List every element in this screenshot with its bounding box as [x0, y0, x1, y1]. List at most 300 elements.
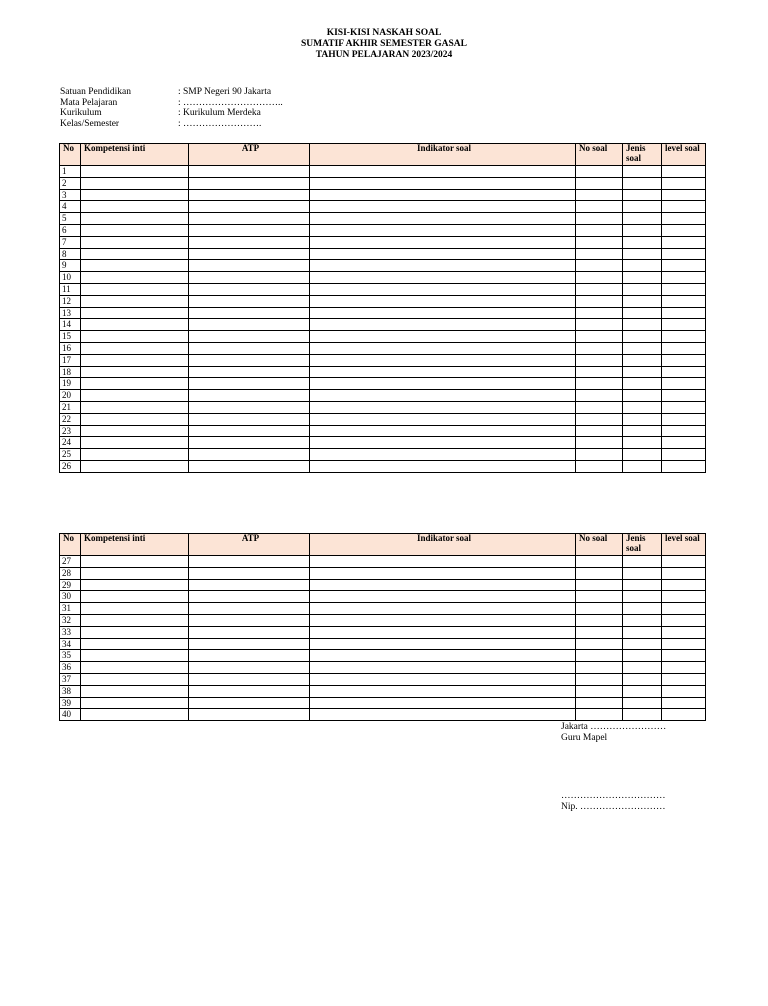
table-cell — [189, 166, 310, 178]
table-cell — [576, 449, 623, 461]
table-cell — [310, 626, 576, 638]
table-cell — [662, 378, 706, 390]
table-cell — [576, 390, 623, 402]
table-cell — [662, 449, 706, 461]
table-cell — [623, 685, 662, 697]
meta-row-school — [60, 87, 283, 98]
row-number: 35 — [60, 650, 81, 662]
row-number: 28 — [60, 567, 81, 579]
table-cell — [189, 662, 310, 674]
table-cell — [81, 425, 189, 437]
table-cell — [662, 201, 706, 213]
table-cell — [576, 697, 623, 709]
table-cell — [576, 319, 623, 331]
table-row — [60, 650, 706, 662]
table-cell — [310, 295, 576, 307]
row-number: 2 — [60, 177, 81, 189]
table-cell — [623, 401, 662, 413]
table-cell — [310, 662, 576, 674]
table-cell — [81, 354, 189, 366]
row-number: 27 — [60, 556, 81, 568]
table-cell — [310, 260, 576, 272]
meta-value: : Kurikulum Merdeka — [178, 108, 261, 118]
table-cell — [576, 603, 623, 615]
table-cell — [189, 213, 310, 225]
table-cell — [310, 248, 576, 260]
table-cell — [189, 603, 310, 615]
table-row — [60, 603, 706, 615]
table-cell — [576, 177, 623, 189]
table-row — [60, 626, 706, 638]
table-cell — [81, 213, 189, 225]
table-cell — [576, 460, 623, 472]
table-cell — [576, 201, 623, 213]
table-cell — [662, 567, 706, 579]
table-cell — [81, 401, 189, 413]
row-number: 38 — [60, 685, 81, 697]
row-number: 5 — [60, 213, 81, 225]
table-cell — [662, 662, 706, 674]
table-row — [60, 378, 706, 390]
table-cell — [81, 662, 189, 674]
table-cell — [576, 366, 623, 378]
table-cell — [189, 390, 310, 402]
table-cell — [662, 401, 706, 413]
row-number: 24 — [60, 437, 81, 449]
table-cell — [576, 437, 623, 449]
table-cell — [576, 224, 623, 236]
table-cell — [81, 177, 189, 189]
table-cell — [81, 166, 189, 178]
table-cell — [310, 603, 576, 615]
table-cell — [81, 342, 189, 354]
table-cell — [623, 295, 662, 307]
row-number: 36 — [60, 662, 81, 674]
table-cell — [623, 614, 662, 626]
row-number: 8 — [60, 248, 81, 260]
signature-place: Jakarta …………………… — [561, 722, 667, 732]
meta-value: : SMP Negeri 90 Jakarta — [178, 87, 272, 97]
row-number: 13 — [60, 307, 81, 319]
table-row — [60, 295, 706, 307]
table-cell — [623, 354, 662, 366]
table-cell — [81, 437, 189, 449]
table-row — [60, 390, 706, 402]
table-row — [60, 685, 706, 697]
table-cell — [81, 295, 189, 307]
row-number: 9 — [60, 260, 81, 272]
table-cell — [662, 685, 706, 697]
table-cell — [662, 425, 706, 437]
table-row — [60, 177, 706, 189]
table-cell — [576, 626, 623, 638]
table-cell — [81, 638, 189, 650]
table-row — [60, 591, 706, 603]
table-cell — [310, 366, 576, 378]
table-cell — [189, 673, 310, 685]
meta-row-subject — [60, 98, 283, 109]
table-cell — [623, 579, 662, 591]
table-cell — [189, 272, 310, 284]
table-cell — [310, 331, 576, 343]
table-row — [60, 319, 706, 331]
kisi-kisi-table-1 — [59, 143, 706, 473]
table-cell — [189, 248, 310, 260]
table-row — [60, 248, 706, 260]
table-cell — [81, 650, 189, 662]
title-line-2: SUMATIF AKHIR SEMESTER GASAL — [300, 39, 468, 49]
table-cell — [662, 295, 706, 307]
row-number: 3 — [60, 189, 81, 201]
table-cell — [189, 283, 310, 295]
table-cell — [576, 307, 623, 319]
table-cell — [189, 556, 310, 568]
table-cell — [310, 579, 576, 591]
table-row — [60, 556, 706, 568]
table-cell — [310, 283, 576, 295]
table-cell — [189, 260, 310, 272]
row-number: 18 — [60, 366, 81, 378]
header-no-soal: No soal — [576, 534, 623, 556]
signature-role: Guru Mapel — [561, 732, 608, 743]
row-number: 12 — [60, 295, 81, 307]
table-cell — [662, 342, 706, 354]
table-cell — [623, 556, 662, 568]
table-body — [60, 556, 706, 721]
table-cell — [662, 638, 706, 650]
table-cell — [662, 614, 706, 626]
row-number: 10 — [60, 272, 81, 284]
table-cell — [310, 650, 576, 662]
title-line-1: KISI-KISI NASKAH SOAL — [326, 28, 442, 38]
row-number: 40 — [60, 709, 81, 721]
row-number: 19 — [60, 378, 81, 390]
table-cell — [81, 413, 189, 425]
table-cell — [623, 319, 662, 331]
table-cell — [576, 673, 623, 685]
row-number: 39 — [60, 697, 81, 709]
table-cell — [623, 437, 662, 449]
table-row — [60, 201, 706, 213]
table-cell — [310, 342, 576, 354]
table-cell — [189, 567, 310, 579]
table-cell — [576, 189, 623, 201]
table-cell — [81, 272, 189, 284]
table-cell — [576, 260, 623, 272]
table-cell — [623, 331, 662, 343]
table-cell — [623, 591, 662, 603]
table-cell — [310, 401, 576, 413]
table-cell — [189, 697, 310, 709]
table-cell — [623, 260, 662, 272]
table-cell — [81, 685, 189, 697]
table-row — [60, 709, 706, 721]
header-jenis-soal: Jenis soal — [623, 534, 662, 556]
table-row — [60, 260, 706, 272]
table-cell — [576, 662, 623, 674]
signature-nip: Nip. ……………………… — [561, 801, 666, 812]
table-row — [60, 437, 706, 449]
table-cell — [81, 603, 189, 615]
table-cell — [662, 603, 706, 615]
table-cell — [662, 591, 706, 603]
table-cell — [623, 272, 662, 284]
table-cell — [576, 425, 623, 437]
table-cell — [576, 283, 623, 295]
table-cell — [189, 342, 310, 354]
table-cell — [662, 673, 706, 685]
table-cell — [189, 626, 310, 638]
header-no-soal: No soal — [576, 144, 623, 166]
table-row — [60, 662, 706, 674]
table-cell — [189, 579, 310, 591]
table-cell — [310, 177, 576, 189]
table-cell — [576, 331, 623, 343]
table-cell — [189, 331, 310, 343]
table-cell — [662, 390, 706, 402]
table-cell — [189, 449, 310, 461]
table-cell — [623, 342, 662, 354]
table-cell — [189, 307, 310, 319]
table-cell — [623, 283, 662, 295]
table-cell — [623, 425, 662, 437]
table-cell — [576, 556, 623, 568]
row-number: 11 — [60, 283, 81, 295]
table-cell — [189, 177, 310, 189]
table-cell — [576, 638, 623, 650]
table-cell — [576, 567, 623, 579]
table-cell — [310, 685, 576, 697]
table-cell — [576, 248, 623, 260]
table-row — [60, 673, 706, 685]
signature-name-line: …………………………… — [561, 791, 666, 801]
row-number: 37 — [60, 673, 81, 685]
row-number: 14 — [60, 319, 81, 331]
table-cell — [81, 189, 189, 201]
table-cell — [662, 283, 706, 295]
row-number: 31 — [60, 603, 81, 615]
table-row — [60, 236, 706, 248]
table-cell — [189, 295, 310, 307]
table-cell — [623, 603, 662, 615]
table-cell — [189, 591, 310, 603]
table-row — [60, 638, 706, 650]
table-cell — [623, 709, 662, 721]
table-row — [60, 272, 706, 284]
table-cell — [81, 591, 189, 603]
table-cell — [576, 342, 623, 354]
row-number: 32 — [60, 614, 81, 626]
table-body — [60, 166, 706, 473]
table-cell — [662, 307, 706, 319]
table-cell — [81, 449, 189, 461]
table-cell — [189, 224, 310, 236]
table-cell — [310, 697, 576, 709]
table-cell — [576, 401, 623, 413]
meta-value: : ……………………. — [178, 118, 262, 129]
header-level-soal: level soal — [662, 144, 706, 166]
table-cell — [576, 354, 623, 366]
table-cell — [310, 201, 576, 213]
header-atp: ATP — [189, 144, 310, 166]
table-cell — [81, 331, 189, 343]
table-cell — [623, 307, 662, 319]
table-cell — [662, 697, 706, 709]
table-cell — [81, 709, 189, 721]
table-cell — [662, 260, 706, 272]
table-cell — [310, 319, 576, 331]
table-cell — [81, 319, 189, 331]
table-cell — [662, 319, 706, 331]
table-cell — [623, 697, 662, 709]
table-cell — [81, 579, 189, 591]
table-cell — [189, 425, 310, 437]
table-cell — [623, 449, 662, 461]
table-cell — [623, 248, 662, 260]
header-atp: ATP — [189, 534, 310, 556]
signature-block — [561, 722, 666, 812]
table-cell — [662, 166, 706, 178]
table-cell — [310, 638, 576, 650]
meta-row-curriculum — [60, 108, 283, 119]
table-cell — [662, 709, 706, 721]
table-cell — [623, 460, 662, 472]
table-cell — [662, 236, 706, 248]
table-cell — [310, 437, 576, 449]
table-cell — [623, 650, 662, 662]
table-cell — [576, 709, 623, 721]
table-row — [60, 307, 706, 319]
table-cell — [623, 390, 662, 402]
table-cell — [81, 697, 189, 709]
table-cell — [81, 201, 189, 213]
table-cell — [310, 390, 576, 402]
table-cell — [81, 378, 189, 390]
table-cell — [623, 224, 662, 236]
table-cell — [576, 579, 623, 591]
table-cell — [662, 413, 706, 425]
table-cell — [189, 201, 310, 213]
header-no: No — [60, 534, 81, 556]
table-row — [60, 283, 706, 295]
row-number: 33 — [60, 626, 81, 638]
table-cell — [623, 166, 662, 178]
table-cell — [81, 236, 189, 248]
table-row — [60, 460, 706, 472]
table-row — [60, 342, 706, 354]
table-cell — [310, 709, 576, 721]
table-cell — [576, 213, 623, 225]
table-cell — [81, 567, 189, 579]
table-row — [60, 697, 706, 709]
table-row — [60, 189, 706, 201]
row-number: 21 — [60, 401, 81, 413]
table-cell — [189, 401, 310, 413]
table-cell — [189, 614, 310, 626]
identity-block — [60, 87, 283, 129]
table-cell — [310, 449, 576, 461]
table-cell — [81, 390, 189, 402]
table-cell — [310, 307, 576, 319]
table-cell — [623, 626, 662, 638]
table-row — [60, 425, 706, 437]
table-row — [60, 354, 706, 366]
table-cell — [662, 213, 706, 225]
table-cell — [576, 236, 623, 248]
table-cell — [623, 177, 662, 189]
header-indikator: Indikator soal — [310, 144, 576, 166]
table-cell — [81, 556, 189, 568]
table-cell — [662, 224, 706, 236]
table-row — [60, 166, 706, 178]
table-cell — [662, 650, 706, 662]
table-cell — [189, 460, 310, 472]
table-cell — [310, 673, 576, 685]
table-cell — [310, 166, 576, 178]
table-cell — [310, 614, 576, 626]
table-cell — [662, 626, 706, 638]
table-cell — [576, 272, 623, 284]
table-cell — [81, 673, 189, 685]
table-row — [60, 579, 706, 591]
table-cell — [576, 413, 623, 425]
table-cell — [189, 319, 310, 331]
table-cell — [310, 272, 576, 284]
row-number: 17 — [60, 354, 81, 366]
table-row — [60, 449, 706, 461]
table-cell — [662, 354, 706, 366]
meta-label: Kurikulum — [60, 108, 102, 118]
header-level-soal: level soal — [662, 534, 706, 556]
table-cell — [189, 378, 310, 390]
table-cell — [623, 662, 662, 674]
table-cell — [310, 378, 576, 390]
table-cell — [81, 248, 189, 260]
table-cell — [189, 650, 310, 662]
table-cell — [81, 224, 189, 236]
table-cell — [189, 685, 310, 697]
table-cell — [623, 378, 662, 390]
table-cell — [576, 591, 623, 603]
header-kompetensi: Kompetensi inti — [81, 534, 189, 556]
table-cell — [189, 638, 310, 650]
table-cell — [576, 650, 623, 662]
table-cell — [189, 236, 310, 248]
kisi-kisi-table-2 — [59, 533, 706, 721]
table-cell — [623, 236, 662, 248]
table-header-row — [60, 534, 706, 556]
table-cell — [81, 366, 189, 378]
table-cell — [576, 378, 623, 390]
document-title — [0, 28, 768, 61]
table-cell — [81, 260, 189, 272]
table-cell — [623, 567, 662, 579]
table-cell — [310, 425, 576, 437]
table-cell — [310, 213, 576, 225]
table-cell — [576, 685, 623, 697]
table-row — [60, 213, 706, 225]
table-cell — [81, 614, 189, 626]
row-number: 20 — [60, 390, 81, 402]
table-cell — [576, 295, 623, 307]
meta-label: Satuan Pendidikan — [60, 87, 131, 97]
table-cell — [310, 556, 576, 568]
header-kompetensi: Kompetensi inti — [81, 144, 189, 166]
table-cell — [310, 224, 576, 236]
table-cell — [623, 213, 662, 225]
row-number: 15 — [60, 331, 81, 343]
table-cell — [189, 189, 310, 201]
